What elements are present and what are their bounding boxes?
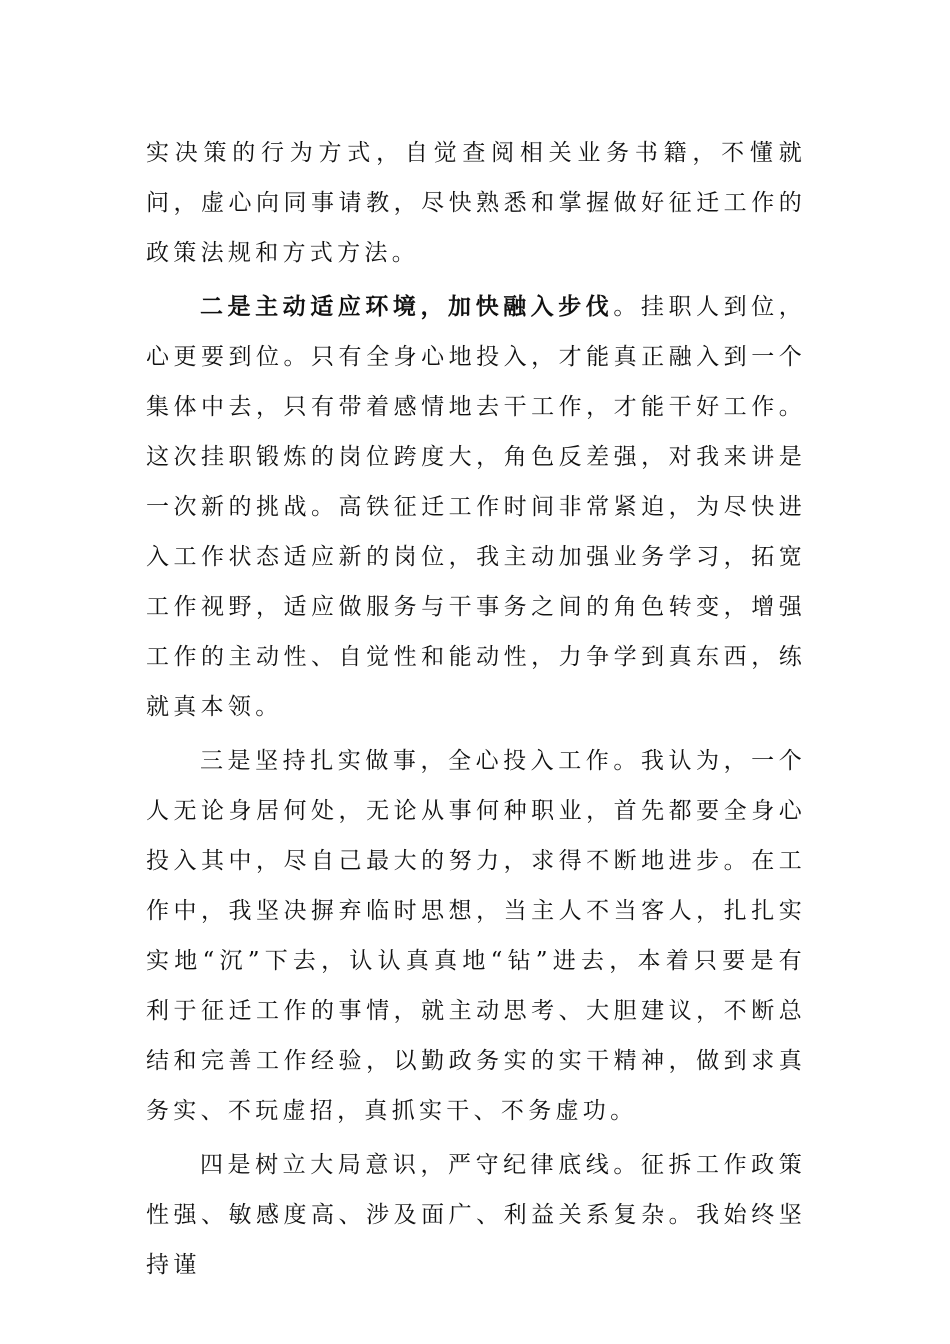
document-body xyxy=(146,128,806,1290)
paragraph-text: 实决策的行为方式，自觉查阅相关业务书籍，不懂就问，虚心向同事请教，尽快熟悉和掌握做好征迁工作的政策法规和方式方法。 xyxy=(146,140,806,266)
paragraph-text: 三是坚持扎实做事，全心投入工作。我认为，一个人无论身居何处，无论从事何种职业，首先都要全身心投入其中，尽自己最大的努力，求得不断地进步。在工作中，我坚决摒弃临时思想，当主人不当客人，扎扎实实地“沉”下去，认认真真地“钻”进去，本着只要是有利于征迁工作的事情，就主动思考、大胆建议，不断总结和完善工作经验，以勤政务实的实干精神，做到求真务实、不玩虚招，真抓实干、不务虚功。 xyxy=(146,748,806,1124)
paragraph-point-two xyxy=(146,282,806,732)
paragraph-text: 四是树立大局意识，严守纪律底线。征拆工作政策性强、敏感度高、涉及面广、利益关系复杂。我始终坚持谨 xyxy=(146,1152,806,1278)
paragraph-text: 。挂职人到位，心更要到位。只有全身心地投入，才能真正融入到一个集体中去，只有带着感情地去干工作，才能干好工作。这次挂职锻炼的岗位跨度大，角色反差强，对我来讲是一次新的挑战。高铁征迁工作时间非常紧迫，为尽快进入工作状态适应新的岗位，我主动加强业务学习，拓宽工作视野，适应做服务与干事务之间的角色转变，增强工作的主动性、自觉性和能动性，力争学到真东西，练就真本领。 xyxy=(146,294,806,720)
paragraph-lead-heading: 二是主动适应环境，加快融入步伐 xyxy=(200,294,614,320)
paragraph-point-three xyxy=(146,736,806,1136)
paragraph-continuation xyxy=(146,128,806,278)
paragraph-point-four xyxy=(146,1140,806,1290)
